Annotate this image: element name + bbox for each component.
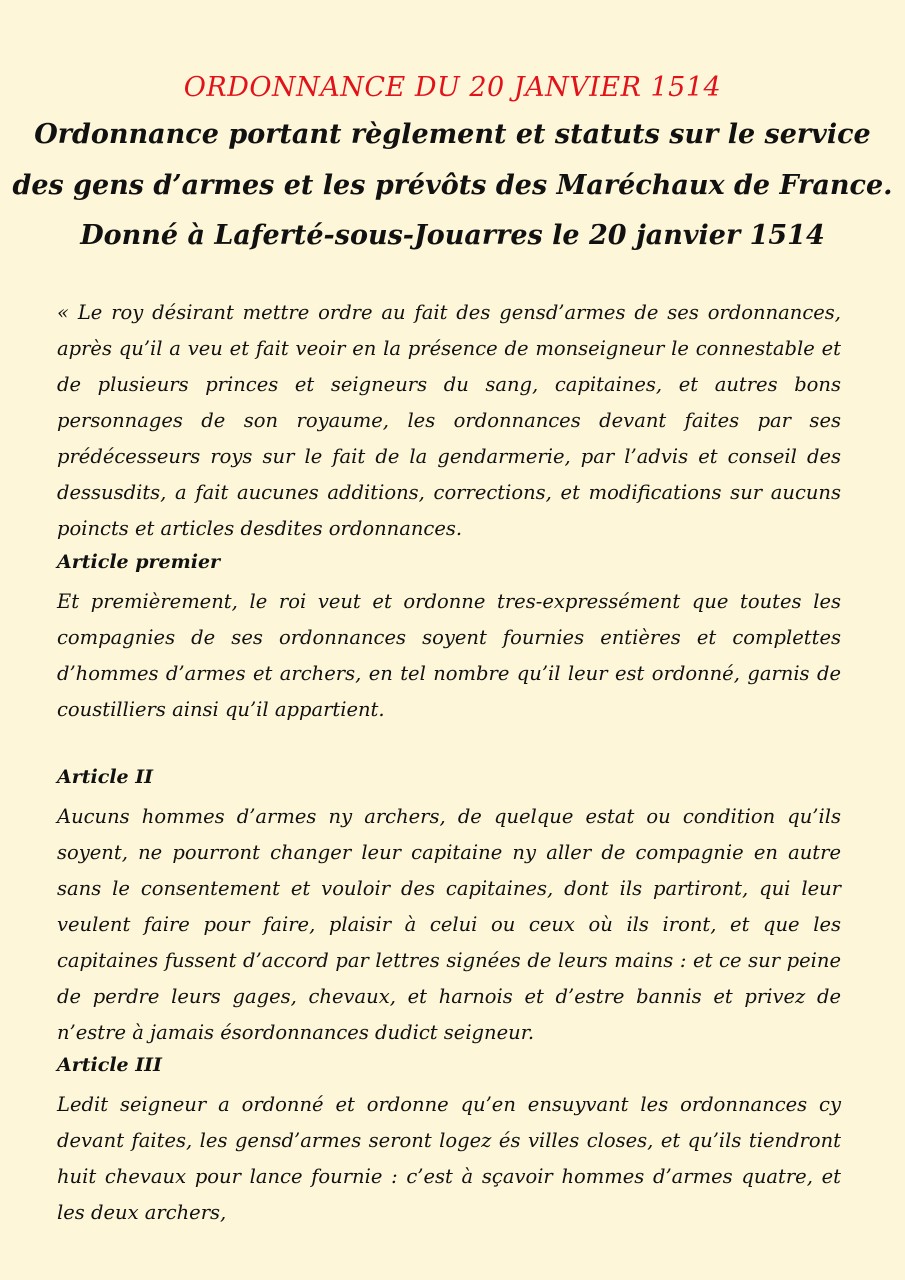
article-text-1: Et premièrement, le roi veut et ordonne tres-expressément que toutes les compagnies de ses ordonnances soyent fournies entières et complettes d’hommes d’armes et archers, en tel nombre qu’il leur est ordonné, garnis de coustilliers ainsi qu’il appartient.	[57, 590, 841, 721]
intro-paragraph: « Le roy désirant mettre ordre au fait des gensd’armes de ses ordonnances, après qu’il a veu et fait veoir en la présence de monseigneur le connestable et de plusieurs princes et seigneurs du sang, capitaines, et autres bons personnages de son royaume, les ordonnances devant faites par ses prédécesseurs roys sur le fait de la gendarmerie, par l’advis et conseil des dessusdits, a fait aucunes additions, corrections, et modifications sur aucuns poincts et articles desdites ordonnances.	[57, 301, 841, 540]
article-heading-1: Article premier	[57, 551, 221, 573]
article-text-2: Aucuns hommes d’armes ny archers, de quelque estat ou condition qu’ils soyent, ne pourront changer leur capitaine ny aller de compagnie en autre sans le consentement et vouloir des capitaines, dont ils partiront, qui leur veulent faire pour faire, plaisir à celui ou ceux où ils iront, et que les capitaines fussent d’accord par lettres signées de leurs mains : et ce sur peine de perdre leurs gages, chevaux, et harnois et d’estre bannis et privez de n’estre à jamais ésordonnances dudict seigneur.	[57, 805, 841, 1044]
document-subtitle-line-2: des gens d’armes et les prévôts des Maréchaux de France.	[12, 170, 893, 201]
document-subtitle-line-3: Donné à Laferté-sous-Jouarres le 20 janvier 1514	[80, 220, 825, 251]
article-heading-2: Article II	[57, 766, 154, 788]
document-subtitle-line-1: Ordonnance portant règlement et statuts sur le service	[34, 119, 871, 150]
article-heading-3: Article III	[57, 1054, 162, 1076]
article-text-3: Ledit seigneur a ordonné et ordonne qu’en ensuyvant les ordonnances cy devant faites, les gensd’armes seront logez és villes closes, et qu’ils tiendront huit chevaux pour lance fournie : c’est à sçavoir hommes d’armes quatre, et les deux archers,	[57, 1093, 841, 1224]
document-title: ORDONNANCE DU 20 JANVIER 1514	[183, 72, 722, 103]
